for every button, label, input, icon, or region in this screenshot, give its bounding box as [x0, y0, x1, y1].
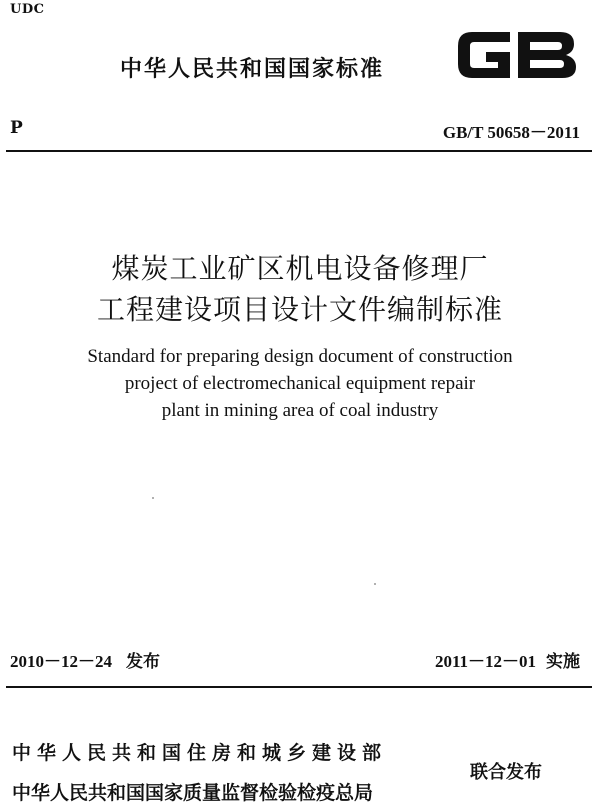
- implementation-date-value: 2011－12－01: [434, 652, 536, 671]
- top-divider: [6, 150, 592, 152]
- issue-date: [10, 647, 160, 672]
- gb-logo-icon: [452, 24, 582, 86]
- udc-label: UDC: [10, 2, 45, 17]
- joint-release-label: 联合发布: [470, 762, 542, 783]
- issue-label: 发布: [126, 652, 160, 672]
- english-title: [0, 343, 600, 424]
- chinese-title-line-2: 工程建设项目设计文件编制标准: [96, 293, 503, 326]
- issuer-aqsiq: 中华人民共和国国家质量监督检验检疫总局: [12, 782, 374, 804]
- speck-mark: [152, 497, 154, 499]
- english-title-line-1: Standard for preparing design document of construction: [87, 346, 513, 367]
- implementation-label: 实施: [546, 652, 580, 672]
- implementation-date: [435, 647, 580, 672]
- english-title-line-3: plant in mining area of coal industry: [161, 400, 439, 421]
- bottom-divider: [6, 686, 592, 688]
- issue-date-value: 2010－12－24: [10, 652, 112, 671]
- national-standard-heading: 中华人民共和国国家标准: [120, 57, 385, 82]
- standard-number: GB/T 50658－2011: [442, 123, 580, 142]
- speck-mark: [374, 583, 376, 585]
- chinese-title-line-1: 煤炭工业矿区机电设备修理厂: [111, 252, 489, 285]
- issuer-ministry-housing: 中华人民共和国住房和城乡建设部: [12, 742, 388, 764]
- english-title-line-2: project of electromechanical equipment repair: [124, 373, 476, 394]
- classification-code: P: [10, 118, 23, 138]
